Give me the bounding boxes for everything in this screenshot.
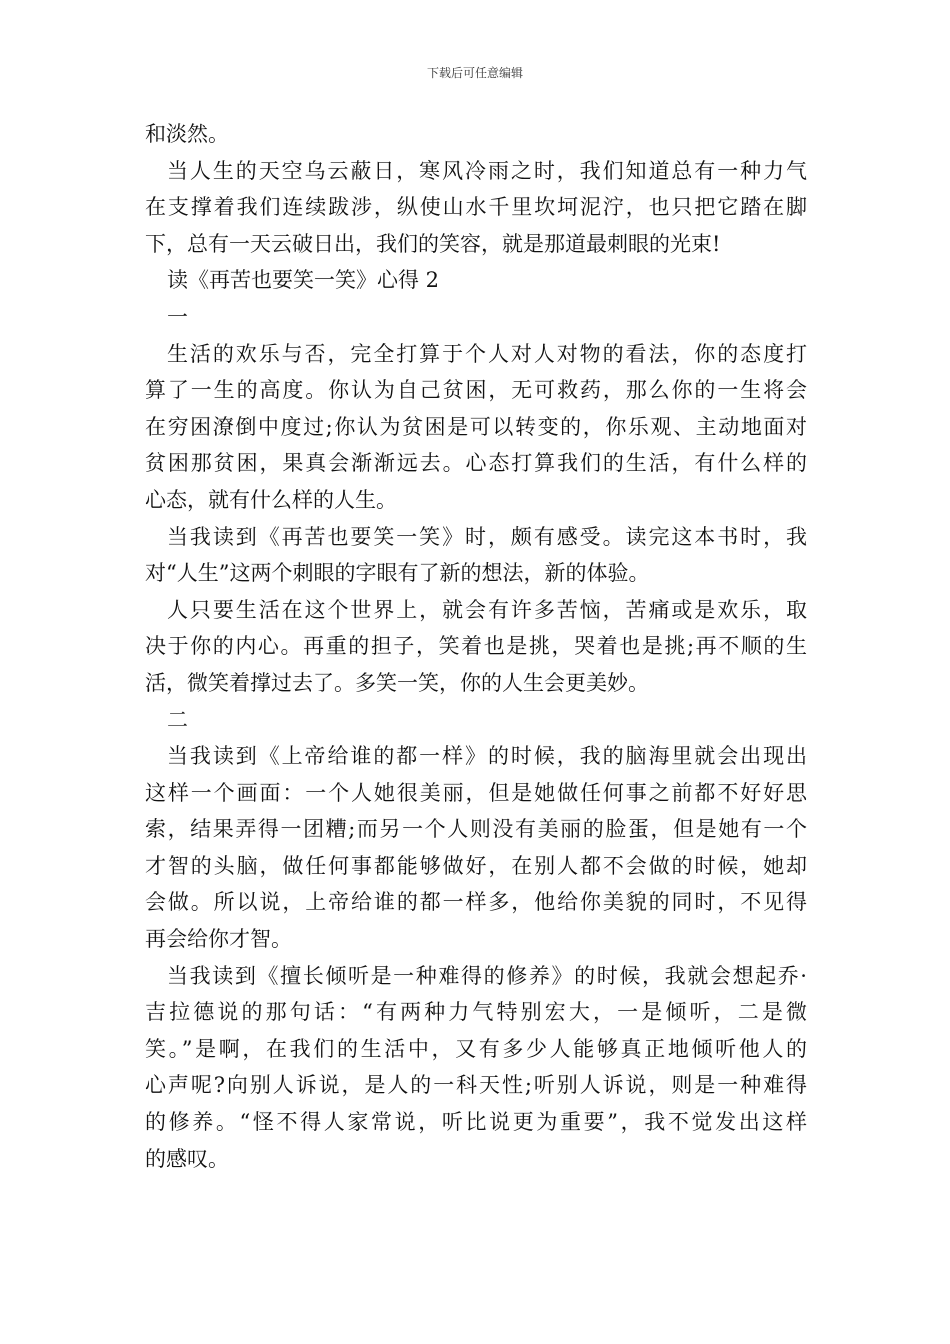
text-line: 会做。所以说，上帝给谁的都一样多，他给你美貌的同时，不见得 (145, 890, 807, 915)
text-line: 活，微笑着撑过去了。多笑一笑，你的人生会更美妙。 (145, 670, 649, 695)
text-line: 笑。”是啊，在我们的生活中，又有多少人能够真正地倾听他人的 (145, 1036, 807, 1061)
page-header: 下载后可任意编辑 (426, 66, 523, 80)
text-line: 的感叹。 (145, 1146, 229, 1171)
text-line: 心态，就有什么样的人生。 (145, 487, 397, 512)
text-line: 当我读到《擅长倾听是一种难得的修养》的时候，我就会想起乔· (167, 963, 807, 988)
text-line: 和淡然。 (145, 122, 229, 146)
text-line: 吉拉德说的那句话：“有两种力气特别宏大，一是倾听，二是微 (145, 1000, 807, 1025)
text-line: 这样一个画面：一个人她很美丽，但是她做任何事之前都不好好思 (145, 780, 807, 805)
text-line: 再会给你才智。 (145, 927, 292, 952)
text-line: 读《再苦也要笑一笑》心得 2 (167, 268, 440, 293)
text-line: 的修养。“怪不得人家常说，听比说更为重要”，我不觉发出这样 (145, 1110, 807, 1135)
text-line: 生活的欢乐与否，完全打算于个人对人对物的看法，你的态度打 (167, 341, 807, 366)
text-line: 决于你的内心。再重的担子，笑着也是挑，哭着也是挑;再不顺的生 (145, 634, 807, 659)
text-line: 下，总有一天云破日出，我们的笑容，就是那道最刺眼的光束! (145, 231, 721, 256)
text-line: 当我读到《上帝给谁的都一样》的时候，我的脑海里就会出现出 (167, 744, 807, 769)
text-line: 人只要生活在这个世界上，就会有许多苦恼，苦痛或是欢乐，取 (167, 597, 807, 622)
text-line: 心声呢?向别人诉说，是人的一科天性;听别人诉说，则是一种难得 (145, 1073, 807, 1098)
text-line: 才智的头脑，做任何事都能够做好，在别人都不会做的时候，她却 (145, 853, 807, 878)
text-line: 索，结果弄得一团糟;而另一个人则没有美丽的脸蛋，但是她有一个 (145, 817, 807, 842)
text-line: 贫困那贫困，果真会渐渐远去。心态打算我们的生活，有什么样的 (145, 451, 807, 476)
document-body (145, 116, 807, 1177)
text-line: 当我读到《再苦也要笑一笑》时，颇有感受。读完这本书时，我 (167, 524, 807, 549)
text-line: 当人生的天空乌云蔽日，寒风冷雨之时，我们知道总有一种力气 (167, 158, 807, 183)
text-line: 在穷困潦倒中度过;你认为贫困是可以转变的，你乐观、主动地面对 (145, 414, 807, 439)
text-line: 在支撑着我们连续跋涉，纵使山水千里坎坷泥泞，也只把它踏在脚 (145, 195, 807, 220)
text-line: 一 (167, 304, 188, 329)
text-line: 算了一生的高度。你认为自己贫困，无可救药，那么你的一生将会 (145, 378, 807, 403)
text-line: 对“人生”这两个刺眼的字眼有了新的想法，新的体验。 (145, 561, 650, 586)
text-line: 二 (167, 707, 188, 732)
